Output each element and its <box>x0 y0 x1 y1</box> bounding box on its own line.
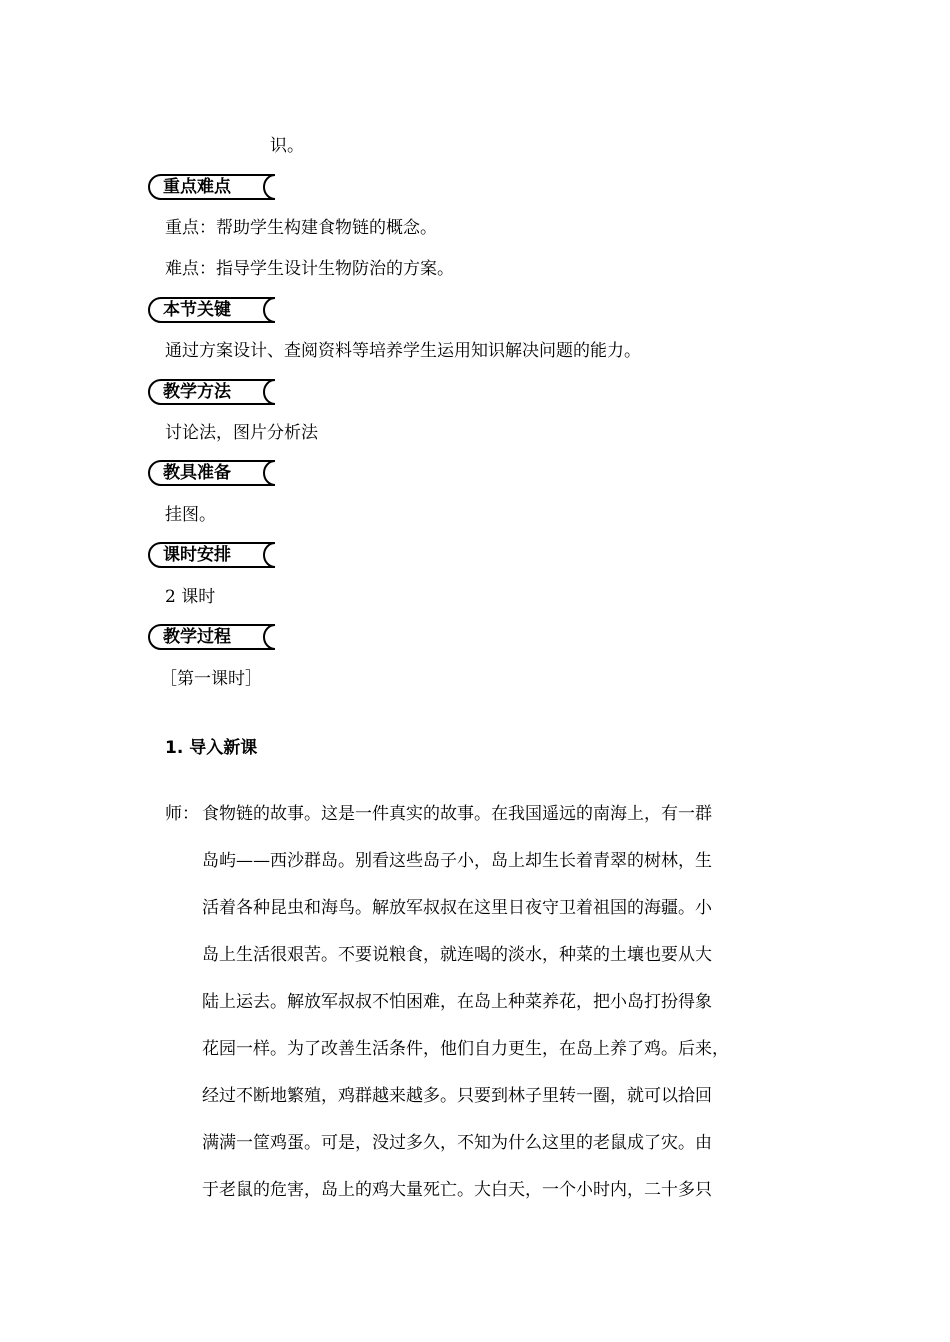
section-heading: 教学方法 <box>163 382 231 402</box>
section-heading: 教具准备 <box>163 463 231 483</box>
methods-line: 讨论法，图片分析法 <box>165 423 318 443</box>
section-badge-key-points <box>147 173 279 201</box>
story-line: 经过不断地繁殖，鸡群越来越多。只要到林子里转一圈，就可以拾回 <box>202 1086 712 1106</box>
section-badge-methods <box>147 378 279 406</box>
story-line: 岛上生活很艰苦。不要说粮食，就连喝的淡水，种菜的土壤也要从大 <box>202 945 712 965</box>
tools-line: 挂图。 <box>165 505 216 525</box>
story-line: 活着各种昆虫和海鸟。解放军叔叔在这里日夜守卫着祖国的海疆。小 <box>202 898 712 918</box>
process-line: ［第一课时］ <box>160 669 262 689</box>
section-heading: 本节关键 <box>163 300 231 320</box>
story-line: 花园一样。为了改善生活条件，他们自力更生，在岛上养了鸡。后来， <box>202 1039 729 1059</box>
step-title: 1. 导入新课 <box>165 738 258 758</box>
section-heading: 课时安排 <box>163 545 231 565</box>
story-first-line: 食物链的故事。这是一件真实的故事。在我国遥远的南海上，有一群 <box>202 804 712 824</box>
teacher-label: 师： <box>165 804 199 824</box>
difficulty-line: 难点：指导学生设计生物防治的方案。 <box>165 259 454 279</box>
schedule-line: 2 课时 <box>165 587 216 607</box>
key-point-line: 重点：帮助学生构建食物链的概念。 <box>165 218 437 238</box>
story-line: 满满一筐鸡蛋。可是，没过多久，不知为什么这里的老鼠成了灾。由 <box>202 1133 712 1153</box>
section-badge-process <box>147 623 279 651</box>
section-heading: 教学过程 <box>163 627 231 647</box>
section-badge-tools <box>147 459 279 487</box>
section-heading: 重点难点 <box>163 177 231 197</box>
story-line: 陆上运去。解放军叔叔不怕困难，在岛上种菜养花，把小岛打扮得象 <box>202 992 712 1012</box>
section-badge-schedule <box>147 541 279 569</box>
story-line: 岛屿——西沙群岛。别看这些岛子小，岛上却生长着青翠的树林，生 <box>202 851 712 871</box>
section-badge-key <box>147 296 279 324</box>
key-line: 通过方案设计、查阅资料等培养学生运用知识解决问题的能力。 <box>165 341 641 361</box>
carryover-text: 识。 <box>270 136 304 156</box>
story-line: 于老鼠的危害，岛上的鸡大量死亡。大白天，一个小时内，二十多只 <box>202 1180 712 1200</box>
